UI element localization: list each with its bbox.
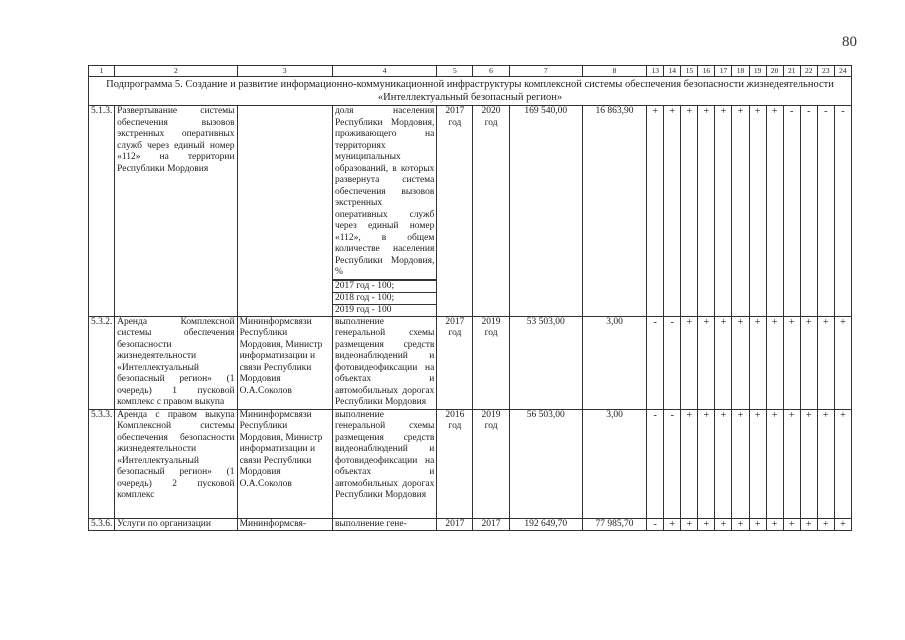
- mark-cell: +: [800, 409, 817, 518]
- mark-cell: +: [698, 316, 715, 409]
- total-amount: 192 649,70: [509, 518, 582, 531]
- column-number: 2: [115, 66, 237, 77]
- end-year: 2019 год: [473, 316, 509, 409]
- column-number: 14: [664, 66, 681, 77]
- indicator-cell: [332, 518, 436, 531]
- activity-name: Аренда с правом выкупа Комплексной системы обеспечения безопасности жизнедеятельности «Интеллектуальный безопасный регион» (1 очередь) 2 пусковой комплекс: [115, 409, 237, 518]
- mark-cell: +: [664, 518, 681, 531]
- mark-cell: +: [664, 106, 681, 317]
- start-year: 2017 год: [437, 316, 473, 409]
- mark-cell: -: [817, 106, 834, 317]
- mark-cell: +: [817, 518, 834, 531]
- amount: 77 985,70: [582, 518, 646, 531]
- mark-cell: -: [783, 106, 800, 317]
- end-year: 2019 год: [473, 409, 509, 518]
- column-number: 6: [473, 66, 509, 77]
- mark-cell: +: [766, 518, 783, 531]
- executor: [237, 106, 332, 317]
- row-number: 5.1.3.: [89, 106, 115, 317]
- mark-cell: -: [647, 409, 664, 518]
- indicator: выполнение гене-: [334, 518, 407, 529]
- mark-cell: -: [664, 409, 681, 518]
- mark-cell: +: [766, 316, 783, 409]
- mark-cell: +: [715, 518, 732, 531]
- activity-name: Аренда Комплексной системы обеспечения безопасности жизнедеятельности «Интеллектуальный безопасный регион» (1 очередь) 1 пусковой комплекс с правом выкупа: [115, 316, 237, 409]
- indicator-cell: [332, 316, 436, 409]
- mark-cell: +: [749, 316, 766, 409]
- column-number: 15: [681, 66, 698, 77]
- mark-cell: +: [681, 106, 698, 317]
- subprogram-title: Подпрограмма 5. Создание и развитие информационно-коммуникационной инфраструктуры комплексной системы обеспечения безопасности жизнедеятельности «Интеллектуальный безопасный регион»: [89, 77, 852, 106]
- amount: 16 863,90: [582, 106, 646, 317]
- mark-cell: +: [732, 316, 749, 409]
- column-number: 13: [647, 66, 664, 77]
- column-number: 21: [783, 66, 800, 77]
- column-number: 5: [437, 66, 473, 77]
- executor: Мининформсвязи Республики Мордовия, Министр информатизации и связи Республики Мордовия О.А.Соколов: [237, 409, 332, 518]
- mark-cell: +: [715, 316, 732, 409]
- mark-cell: +: [749, 518, 766, 531]
- row-number: 5.3.6.: [89, 518, 115, 531]
- indicator: выполнение генеральной схемы размещения средств видеонаблюдений и фотовидеофиксации на объектах и автомобильных дорогах Республики Мордовия: [334, 409, 435, 500]
- mark-cell: +: [817, 409, 834, 518]
- mark-cell: +: [800, 316, 817, 409]
- column-number: 17: [715, 66, 732, 77]
- indicator-year-value: 2018 год - 100;: [333, 292, 436, 304]
- column-number-row: [89, 66, 852, 77]
- column-number: 23: [817, 66, 834, 77]
- column-number: 3: [237, 66, 332, 77]
- end-year: 2017: [473, 518, 509, 531]
- mark-cell: +: [834, 409, 851, 518]
- column-number: 18: [732, 66, 749, 77]
- table-row: [89, 106, 852, 317]
- indicator-year-value: 2019 год - 100: [333, 304, 436, 316]
- amount: 3,00: [582, 409, 646, 518]
- start-year: 2016 год: [437, 409, 473, 518]
- table-row: [89, 409, 852, 518]
- amount: 3,00: [582, 316, 646, 409]
- mark-cell: +: [681, 518, 698, 531]
- indicator: доля населения Республики Мордовия, проживающего на территориях муниципальных образований, в которых развернута система обеспечения вызовов экстренных оперативных служб через единый номер «112», в общем количестве населения Республики Мордовия, %: [334, 106, 435, 277]
- mark-cell: +: [732, 409, 749, 518]
- total-amount: 56 503,00: [509, 409, 582, 518]
- indicator-cell: [332, 106, 436, 317]
- column-number: 22: [800, 66, 817, 77]
- mark-cell: +: [834, 316, 851, 409]
- end-year: 2020 год: [473, 106, 509, 317]
- mark-cell: +: [715, 106, 732, 317]
- executor: Мининформсвязи Республики Мордовия, Министр информатизации и связи Республики Мордовия О.А.Соколов: [237, 316, 332, 409]
- start-year: 2017 год: [437, 106, 473, 317]
- mark-cell: -: [664, 316, 681, 409]
- mark-cell: -: [647, 518, 664, 531]
- column-number: 19: [749, 66, 766, 77]
- column-number: 16: [698, 66, 715, 77]
- page-number: 80: [842, 34, 857, 50]
- mark-cell: +: [732, 518, 749, 531]
- total-amount: 53 503,00: [509, 316, 582, 409]
- mark-cell: +: [749, 409, 766, 518]
- mark-cell: +: [698, 106, 715, 317]
- mark-cell: +: [766, 106, 783, 317]
- column-number: 24: [834, 66, 851, 77]
- activity-name: Развертывание системы обеспечения вызовов экстренных оперативных служб через единый номер «112» на территории Республики Мордовия: [115, 106, 237, 317]
- column-number: 7: [509, 66, 582, 77]
- mark-cell: +: [783, 316, 800, 409]
- mark-cell: +: [783, 518, 800, 531]
- column-number: 1: [89, 66, 115, 77]
- mark-cell: +: [749, 106, 766, 317]
- mark-cell: +: [732, 106, 749, 317]
- mark-cell: +: [681, 316, 698, 409]
- column-number: 4: [332, 66, 436, 77]
- mark-cell: -: [800, 106, 817, 317]
- table-row: [89, 316, 852, 409]
- mark-cell: +: [715, 409, 732, 518]
- total-amount: 169 540,00: [509, 106, 582, 317]
- mark-cell: +: [817, 316, 834, 409]
- activity-name: Услуги по организации: [115, 518, 237, 531]
- mark-cell: +: [698, 518, 715, 531]
- indicator: выполнение генеральной схемы размещения средств видеонаблюдений и фотовидеофиксации на объектах и автомобильных дорогах Республики Мордовия: [334, 316, 435, 407]
- column-number: 20: [766, 66, 783, 77]
- mark-cell: +: [834, 518, 851, 531]
- mark-cell: -: [647, 316, 664, 409]
- indicator-cell: [332, 409, 436, 518]
- mark-cell: +: [766, 409, 783, 518]
- row-number: 5.3.3.: [89, 409, 115, 518]
- mark-cell: +: [647, 106, 664, 317]
- mark-cell: -: [834, 106, 851, 317]
- mark-cell: +: [783, 409, 800, 518]
- row-number: 5.3.2.: [89, 316, 115, 409]
- indicator-year-value: 2017 год - 100;: [333, 279, 436, 292]
- column-number: 8: [582, 66, 646, 77]
- mark-cell: +: [681, 409, 698, 518]
- executor: Мининформсвя-: [237, 518, 332, 531]
- program-table: [88, 65, 852, 531]
- table-row: [89, 518, 852, 531]
- mark-cell: +: [698, 409, 715, 518]
- start-year: 2017: [437, 518, 473, 531]
- mark-cell: +: [800, 518, 817, 531]
